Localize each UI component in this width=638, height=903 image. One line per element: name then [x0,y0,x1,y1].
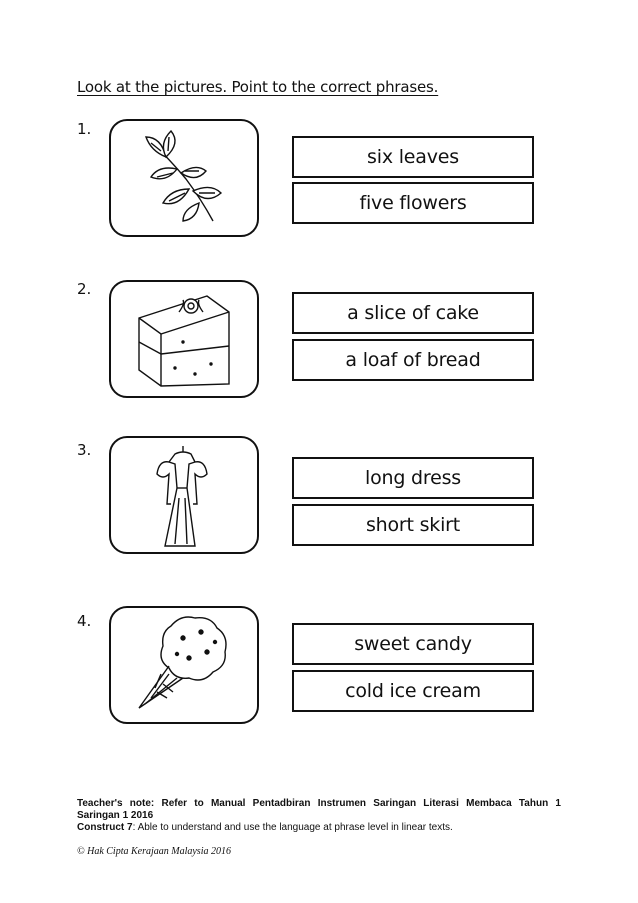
phrase-option-short-skirt[interactable]: short skirt [292,504,534,546]
phrase-option-long-dress[interactable]: long dress [292,457,534,499]
instruction-heading: Look at the pictures. Point to the correct phrases. [77,78,439,96]
phrase-option-five-flowers[interactable]: five flowers [292,182,534,224]
question-number-2: 2. [77,280,92,298]
question-number-3: 3. [77,441,92,459]
teacher-note-line2: Saringan 1 2016 [77,810,154,821]
teacher-note [77,798,561,834]
construct-line [77,822,561,834]
picture-box-4 [109,606,259,724]
long-dress-icon [111,438,257,552]
construct-text: : Able to understand and use the language at phrase level in linear texts. [132,822,453,833]
phrase-option-loaf-of-bread[interactable]: a loaf of bread [292,339,534,381]
copyright-footer: © Hak Cipta Kerajaan Malaysia 2016 [77,846,231,857]
phrase-option-sweet-candy[interactable]: sweet candy [292,623,534,665]
ice-cream-cone-icon [111,608,257,722]
picture-box-3 [109,436,259,554]
picture-box-1 [109,119,259,237]
teacher-note-line1: Teacher's note: Refer to Manual Pentadbiran Instrumen Saringan Literasi Membaca Tahun 1 [77,798,561,809]
question-number-4: 4. [77,612,92,630]
phrase-option-slice-of-cake[interactable]: a slice of cake [292,292,534,334]
phrase-option-six-leaves[interactable]: six leaves [292,136,534,178]
cake-slice-icon [111,282,257,396]
phrase-option-cold-ice-cream[interactable]: cold ice cream [292,670,534,712]
construct-label: Construct 7 [77,822,133,833]
leaves-branch-icon [111,121,257,235]
question-number-1: 1. [77,120,92,138]
picture-box-2 [109,280,259,398]
